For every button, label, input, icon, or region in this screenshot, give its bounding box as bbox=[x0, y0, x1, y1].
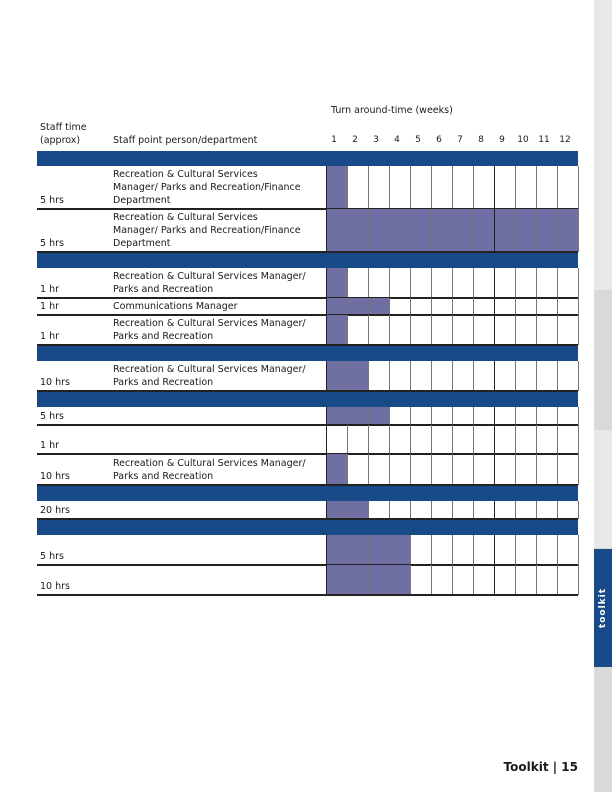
grid-line bbox=[389, 298, 390, 315]
section-band bbox=[37, 252, 578, 268]
grid-line bbox=[431, 209, 432, 252]
staff-time: 20 hrs bbox=[40, 505, 70, 516]
row-divider bbox=[37, 484, 578, 486]
row-divider bbox=[37, 344, 578, 346]
grid-line bbox=[536, 535, 537, 565]
staff-time: 10 hrs bbox=[40, 471, 70, 482]
grid-line bbox=[452, 361, 453, 391]
grid-line bbox=[557, 268, 558, 298]
grid-line bbox=[410, 166, 411, 209]
grid-line bbox=[473, 535, 474, 565]
grid-line bbox=[431, 535, 432, 565]
grid-line bbox=[326, 407, 327, 425]
grid-line bbox=[515, 298, 516, 315]
schedule-bar bbox=[326, 315, 347, 345]
schedule-bar bbox=[326, 407, 389, 425]
grid-line bbox=[347, 298, 348, 315]
grid-line bbox=[536, 298, 537, 315]
grid-line bbox=[347, 407, 348, 425]
row-divider bbox=[37, 251, 578, 253]
grid-line bbox=[494, 209, 495, 252]
grid-line bbox=[347, 209, 348, 252]
grid-line bbox=[473, 407, 474, 425]
grid-line bbox=[536, 407, 537, 425]
grid-line bbox=[368, 454, 369, 485]
staff-person: Parks and Recreation bbox=[113, 331, 214, 342]
grid-line bbox=[494, 425, 495, 454]
staff-person: Recreation & Cultural Services bbox=[113, 212, 258, 223]
grid-line bbox=[389, 315, 390, 345]
grid-line bbox=[389, 535, 390, 565]
grid-line bbox=[368, 361, 369, 391]
grid-line bbox=[452, 298, 453, 315]
grid-line bbox=[326, 565, 327, 595]
grid-line bbox=[578, 268, 579, 298]
staff-person: Parks and Recreation bbox=[113, 471, 214, 482]
grid-line bbox=[473, 315, 474, 345]
grid-line bbox=[557, 209, 558, 252]
grid-line bbox=[368, 565, 369, 595]
grid-line bbox=[410, 454, 411, 485]
grid-line bbox=[368, 501, 369, 519]
grid-line bbox=[389, 454, 390, 485]
grid-line bbox=[452, 425, 453, 454]
grid-line bbox=[368, 209, 369, 252]
grid-line bbox=[557, 315, 558, 345]
row-divider bbox=[37, 564, 578, 566]
row-divider bbox=[37, 594, 578, 596]
grid-line bbox=[410, 315, 411, 345]
grid-line bbox=[389, 407, 390, 425]
side-tab-segment bbox=[594, 430, 612, 548]
grid-line bbox=[326, 361, 327, 391]
grid-line bbox=[452, 268, 453, 298]
grid-line bbox=[431, 268, 432, 298]
grid-line bbox=[473, 454, 474, 485]
grid-line bbox=[347, 268, 348, 298]
grid-line bbox=[557, 361, 558, 391]
grid-line bbox=[494, 361, 495, 391]
grid-line bbox=[536, 565, 537, 595]
grid-line bbox=[515, 454, 516, 485]
row-divider bbox=[37, 314, 578, 316]
grid-line bbox=[368, 298, 369, 315]
staff-person: Department bbox=[113, 195, 171, 206]
grid-line bbox=[578, 501, 579, 519]
grid-line bbox=[452, 407, 453, 425]
grid-line bbox=[431, 501, 432, 519]
staff-time: 1 hr bbox=[40, 301, 59, 312]
grid-line bbox=[473, 298, 474, 315]
grid-line bbox=[326, 166, 327, 209]
week-number: 1 bbox=[331, 135, 337, 145]
grid-line bbox=[326, 268, 327, 298]
staff-time: 5 hrs bbox=[40, 551, 64, 562]
grid-line bbox=[515, 501, 516, 519]
grid-line bbox=[557, 565, 558, 595]
grid-line bbox=[536, 361, 537, 391]
grid-line bbox=[578, 209, 579, 252]
grid-line bbox=[452, 166, 453, 209]
staff-person: Recreation & Cultural Services Manager/ bbox=[113, 318, 306, 329]
grid-line bbox=[536, 315, 537, 345]
grid-line bbox=[578, 315, 579, 345]
staff-person: Department bbox=[113, 238, 171, 249]
side-tab-segment bbox=[594, 0, 612, 290]
grid-line bbox=[494, 454, 495, 485]
grid-line bbox=[515, 535, 516, 565]
grid-line bbox=[515, 166, 516, 209]
grid-line bbox=[389, 166, 390, 209]
grid-line bbox=[410, 407, 411, 425]
week-number: 8 bbox=[478, 135, 484, 145]
grid-line bbox=[452, 501, 453, 519]
week-number: 7 bbox=[457, 135, 463, 145]
grid-line bbox=[431, 361, 432, 391]
grid-line bbox=[578, 425, 579, 454]
grid-line bbox=[347, 425, 348, 454]
week-number: 3 bbox=[373, 135, 379, 145]
grid-line bbox=[557, 425, 558, 454]
staff-person: Parks and Recreation bbox=[113, 377, 214, 388]
staff-person: Communications Manager bbox=[113, 301, 238, 312]
grid-line bbox=[578, 565, 579, 595]
grid-line bbox=[536, 166, 537, 209]
page-footer: Toolkit | 15 bbox=[503, 760, 578, 774]
grid-line bbox=[326, 315, 327, 345]
week-number: 4 bbox=[394, 135, 400, 145]
grid-line bbox=[473, 268, 474, 298]
staff-time: 1 hr bbox=[40, 440, 59, 451]
grid-line bbox=[326, 425, 327, 454]
staff-time: 1 hr bbox=[40, 331, 59, 342]
grid-line bbox=[368, 268, 369, 298]
grid-line bbox=[515, 407, 516, 425]
staff-person: Manager/ Parks and Recreation/Finance bbox=[113, 182, 301, 193]
grid-line bbox=[452, 209, 453, 252]
grid-line bbox=[347, 361, 348, 391]
grid-line bbox=[347, 501, 348, 519]
week-number: 5 bbox=[415, 135, 421, 145]
grid-line bbox=[389, 268, 390, 298]
staff-person: Parks and Recreation bbox=[113, 284, 214, 295]
grid-line bbox=[347, 315, 348, 345]
staff-person: Recreation & Cultural Services bbox=[113, 169, 258, 180]
schedule-bar bbox=[326, 454, 347, 485]
grid-line bbox=[410, 501, 411, 519]
week-number: 11 bbox=[538, 135, 550, 145]
grid-line bbox=[557, 535, 558, 565]
grid-line bbox=[515, 361, 516, 391]
grid-line bbox=[368, 535, 369, 565]
week-number: 12 bbox=[559, 135, 571, 145]
grid-line bbox=[410, 268, 411, 298]
grid-line bbox=[389, 425, 390, 454]
person-label: Staff point person/department bbox=[113, 135, 258, 146]
grid-line bbox=[578, 166, 579, 209]
grid-line bbox=[347, 166, 348, 209]
schedule-bar bbox=[326, 298, 389, 315]
grid-line bbox=[494, 565, 495, 595]
grid-line bbox=[494, 535, 495, 565]
grid-line bbox=[389, 361, 390, 391]
staff-time: 10 hrs bbox=[40, 581, 70, 592]
grid-line bbox=[494, 298, 495, 315]
grid-line bbox=[431, 166, 432, 209]
grid-line bbox=[431, 454, 432, 485]
grid-line bbox=[557, 501, 558, 519]
staff-time: 5 hrs bbox=[40, 195, 64, 206]
grid-line bbox=[368, 425, 369, 454]
staff-person: Recreation & Cultural Services Manager/ bbox=[113, 364, 306, 375]
grid-line bbox=[389, 565, 390, 595]
grid-line bbox=[473, 166, 474, 209]
grid-line bbox=[452, 535, 453, 565]
grid-line bbox=[326, 501, 327, 519]
week-number: 10 bbox=[517, 135, 529, 145]
grid-line bbox=[494, 166, 495, 209]
grid-line bbox=[389, 209, 390, 252]
staff-time: 1 hr bbox=[40, 284, 59, 295]
staff-time: 5 hrs bbox=[40, 238, 64, 249]
grid-line bbox=[326, 535, 327, 565]
week-number: 6 bbox=[436, 135, 442, 145]
grid-line bbox=[473, 425, 474, 454]
staff-time-label-1: Staff time bbox=[40, 122, 87, 133]
row-divider bbox=[37, 297, 578, 299]
grid-line bbox=[557, 298, 558, 315]
staff-person: Manager/ Parks and Recreation/Finance bbox=[113, 225, 301, 236]
side-tab-label: toolkit bbox=[598, 587, 608, 629]
grid-line bbox=[368, 166, 369, 209]
row-divider bbox=[37, 453, 578, 455]
grid-line bbox=[536, 425, 537, 454]
grid-line bbox=[557, 166, 558, 209]
grid-line bbox=[431, 425, 432, 454]
grid-line bbox=[515, 268, 516, 298]
grid-line bbox=[326, 298, 327, 315]
grid-line bbox=[578, 535, 579, 565]
grid-line bbox=[410, 565, 411, 595]
grid-line bbox=[368, 407, 369, 425]
grid-line bbox=[410, 209, 411, 252]
grid-line bbox=[557, 454, 558, 485]
grid-line bbox=[347, 454, 348, 485]
grid-line bbox=[410, 298, 411, 315]
side-tab-toolkit[interactable] bbox=[594, 549, 612, 667]
week-number: 2 bbox=[352, 135, 358, 145]
section-band bbox=[37, 391, 578, 407]
grid-line bbox=[431, 298, 432, 315]
grid-line bbox=[431, 315, 432, 345]
grid-line bbox=[473, 501, 474, 519]
staff-person: Recreation & Cultural Services Manager/ bbox=[113, 458, 306, 469]
row-divider bbox=[37, 424, 578, 426]
row-divider bbox=[37, 518, 578, 520]
grid-line bbox=[473, 209, 474, 252]
grid-line bbox=[515, 425, 516, 454]
grid-line bbox=[536, 454, 537, 485]
grid-line bbox=[494, 268, 495, 298]
week-number: 9 bbox=[499, 135, 505, 145]
grid-line bbox=[326, 454, 327, 485]
schedule-bar bbox=[326, 166, 347, 209]
grid-line bbox=[515, 565, 516, 595]
grid-line bbox=[431, 565, 432, 595]
staff-time-label-2: (approx) bbox=[40, 135, 81, 146]
grid-line bbox=[515, 209, 516, 252]
staff-time: 5 hrs bbox=[40, 411, 64, 422]
grid-line bbox=[494, 501, 495, 519]
staff-time: 10 hrs bbox=[40, 377, 70, 388]
grid-line bbox=[368, 315, 369, 345]
section-band bbox=[37, 345, 578, 361]
grid-line bbox=[473, 361, 474, 391]
grid-line bbox=[557, 407, 558, 425]
grid-line bbox=[347, 565, 348, 595]
grid-line bbox=[410, 535, 411, 565]
grid-line bbox=[452, 315, 453, 345]
grid-line bbox=[536, 501, 537, 519]
staff-person: Recreation & Cultural Services Manager/ bbox=[113, 271, 306, 282]
grid-line bbox=[326, 209, 327, 252]
section-band bbox=[37, 485, 578, 501]
grid-line bbox=[389, 501, 390, 519]
grid-line bbox=[578, 454, 579, 485]
turnaround-label: Turn around-time (weeks) bbox=[331, 105, 453, 116]
grid-line bbox=[494, 407, 495, 425]
grid-line bbox=[452, 454, 453, 485]
grid-line bbox=[410, 425, 411, 454]
grid-line bbox=[536, 268, 537, 298]
grid-line bbox=[347, 535, 348, 565]
grid-line bbox=[431, 407, 432, 425]
grid-line bbox=[515, 315, 516, 345]
grid-line bbox=[410, 361, 411, 391]
section-band bbox=[37, 519, 578, 535]
grid-line bbox=[578, 361, 579, 391]
side-tab-strip bbox=[594, 0, 612, 792]
grid-line bbox=[578, 298, 579, 315]
row-divider bbox=[37, 390, 578, 392]
section-band bbox=[37, 151, 578, 166]
grid-line bbox=[473, 565, 474, 595]
grid-line bbox=[536, 209, 537, 252]
grid-line bbox=[494, 315, 495, 345]
grid-line bbox=[452, 565, 453, 595]
grid-line bbox=[578, 407, 579, 425]
schedule-bar bbox=[326, 268, 347, 298]
